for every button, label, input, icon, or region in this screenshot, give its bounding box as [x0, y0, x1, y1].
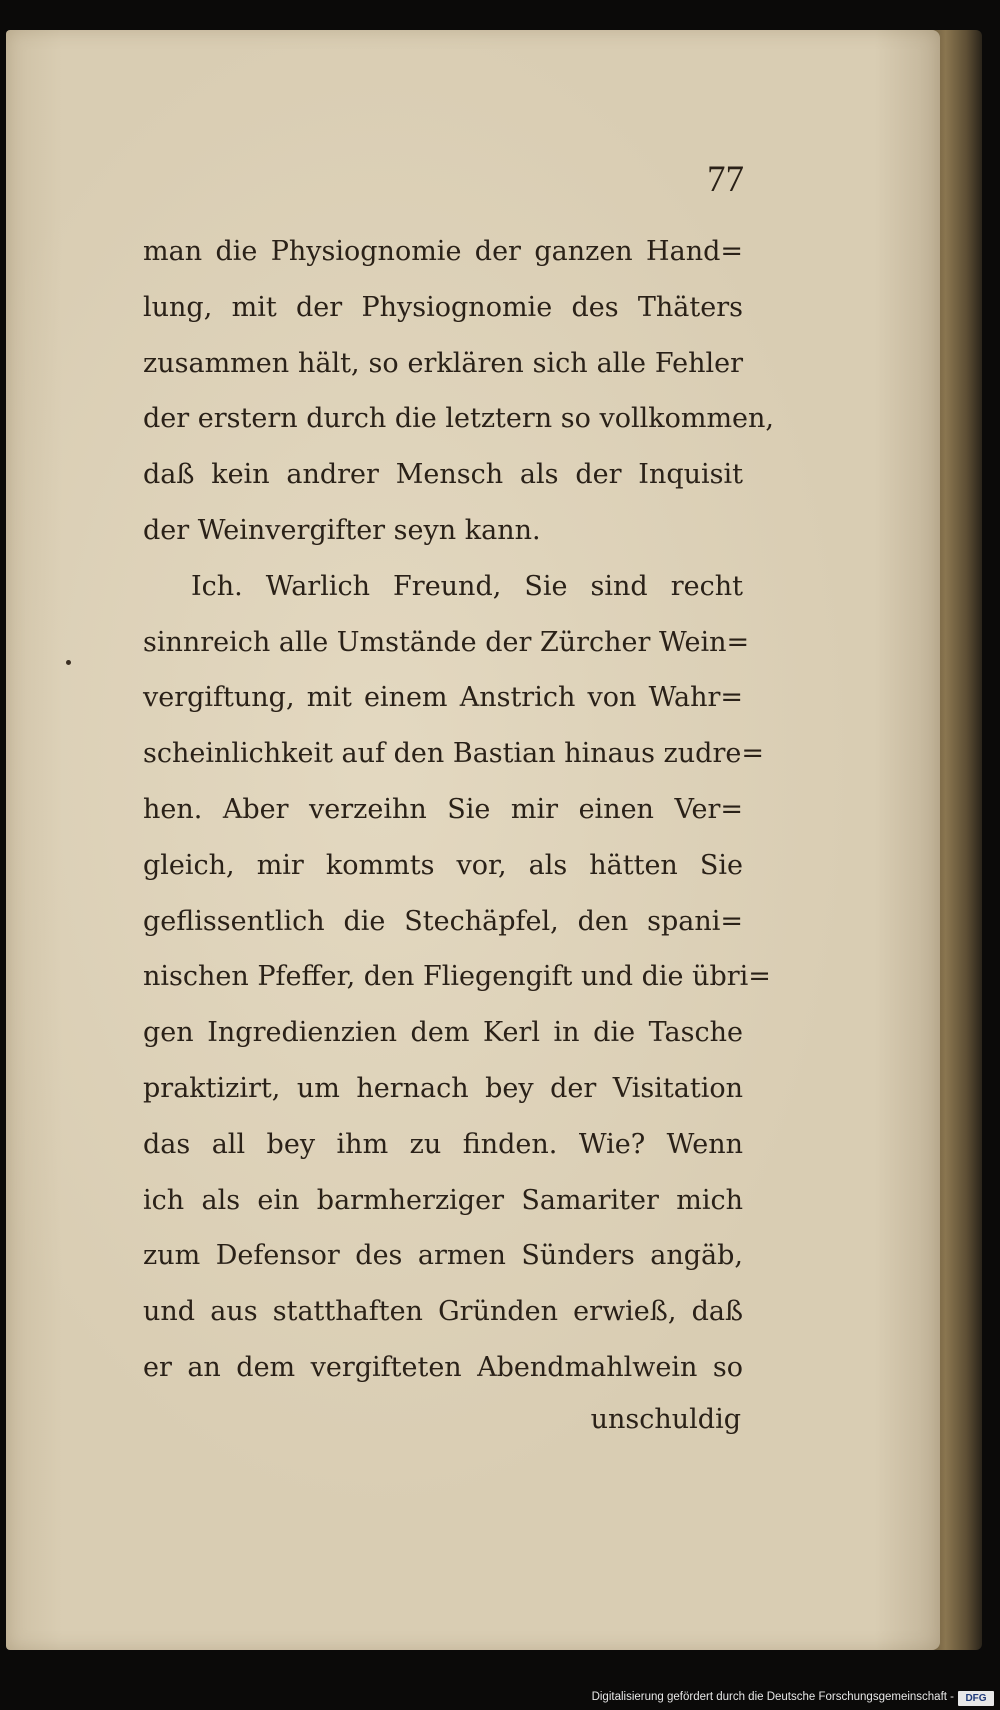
- text-line: das all bey ihm zu finden. Wie? Wenn: [143, 1128, 743, 1160]
- text-line: zum Defensor des armen Sünders angäb,: [143, 1240, 743, 1272]
- dfg-logo: DFG: [958, 1691, 994, 1706]
- text-line: gen Ingredienzien dem Kerl in die Tasche: [143, 1017, 743, 1049]
- footer-bar: [0, 1688, 1000, 1710]
- text-line: scheinlichkeit auf den Bastian hinaus zudre=: [143, 738, 764, 770]
- text-line: ich als ein barmherziger Samariter mich: [143, 1184, 743, 1216]
- page-number: 77: [707, 159, 744, 200]
- text-line: sinnreich alle Umstände der Zürcher Wein=: [143, 626, 750, 658]
- body-text: [143, 224, 774, 1396]
- text-line: Ich. Warlich Freund, Sie sind recht: [191, 570, 743, 602]
- text-line: und aus statthaften Gründen erwieß, daß: [143, 1296, 743, 1328]
- catchword: unschuldig: [590, 1404, 741, 1435]
- text-line: praktizirt, um hernach bey der Visitation: [143, 1072, 743, 1104]
- text-line: hen. Aber verzeihn Sie mir einen Ver=: [143, 793, 743, 825]
- paper-speck: [66, 660, 71, 665]
- text-line: daß kein andrer Mensch als der Inquisit: [143, 459, 743, 491]
- text-line: gleich, mir kommts vor, als hätten Sie: [143, 849, 743, 881]
- funding-credit: Digitalisierung gefördert durch die Deutsche Forschungsgemeinschaft -: [591, 1691, 954, 1703]
- text-line: nischen Pfeffer, den Fliegengift und die übri=: [143, 961, 771, 993]
- text-line: vergiftung, mit einem Anstrich von Wahr=: [143, 682, 743, 714]
- text-line: geflissentlich die Stechäpfel, den spani=: [143, 905, 743, 937]
- text-line: er an dem vergifteten Abendmahlwein so: [143, 1351, 743, 1383]
- text-line: der erstern durch die letztern so vollkommen,: [143, 403, 774, 435]
- text-line: man die Physiognomie der ganzen Hand=: [143, 236, 743, 267]
- text-line: zusammen hält, so erklären sich alle Fehler: [143, 347, 743, 379]
- text-line: lung, mit der Physiognomie des Thäters: [143, 291, 743, 323]
- text-line: der Weinvergifter seyn kann.: [143, 514, 541, 546]
